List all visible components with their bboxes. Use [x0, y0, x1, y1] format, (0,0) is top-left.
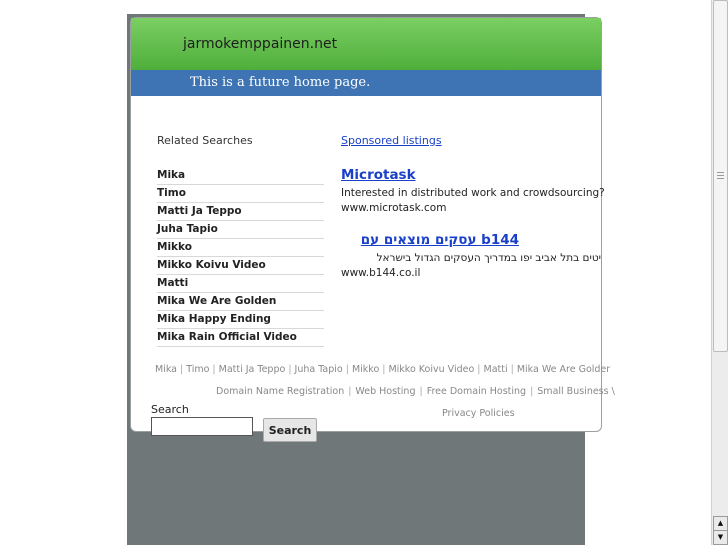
link-separator: | [180, 364, 184, 375]
related-link[interactable]: Matti Ja Teppo [157, 204, 324, 221]
site-title: jarmokemppainen.net [183, 36, 338, 52]
ad-listing-b144 [341, 232, 601, 279]
link-separator: | [382, 364, 386, 375]
service-link[interactable]: Free Domain Hosting [426, 386, 527, 397]
bottom-related-links [155, 364, 610, 375]
ad-listing-microtask [341, 167, 605, 214]
bottom-link[interactable]: Mika We Are Golder [516, 364, 611, 375]
ad-description: יטים בתל אביב יפו במדריך העסקים הגדול בישראל [376, 252, 601, 264]
related-link[interactable]: Mikko [157, 240, 324, 257]
related-searches-list [157, 168, 324, 348]
service-link[interactable]: Web Hosting [355, 386, 416, 397]
link-separator: | [288, 364, 292, 375]
scrollbar-thumb[interactable] [713, 0, 728, 352]
scroll-up-arrow-icon[interactable]: ▲ [713, 516, 728, 531]
bottom-link[interactable]: Mikko [351, 364, 380, 375]
related-searches-heading: Related Searches [157, 134, 253, 147]
content-card [130, 17, 615, 432]
ad-description: Interested in distributed work and crowdsourcing? [341, 187, 605, 199]
service-links [216, 386, 615, 397]
ad-title-link[interactable]: b144 עסקים מוצאים עם [360, 232, 519, 248]
bottom-link[interactable]: Juha Tapio [294, 364, 343, 375]
service-link[interactable]: Small Business \ [537, 386, 615, 397]
link-separator: | [477, 364, 481, 375]
link-separator: | [419, 386, 423, 397]
search-input[interactable] [151, 417, 253, 436]
tagline: This is a future home page. [190, 75, 371, 90]
page-viewport [127, 14, 615, 545]
bottom-link[interactable]: Mika [155, 364, 177, 375]
related-link[interactable]: Matti [157, 276, 324, 293]
sponsored-listings-link[interactable]: Sponsored listings [341, 134, 442, 147]
link-separator: | [212, 364, 216, 375]
vertical-scrollbar[interactable] [711, 0, 728, 545]
tagline-bar [131, 70, 601, 96]
service-link[interactable]: Domain Name Registration [216, 386, 345, 397]
link-separator: | [510, 364, 514, 375]
title-bar [131, 18, 601, 70]
link-separator: | [348, 386, 352, 397]
privacy-policies-link[interactable]: Privacy Policies [442, 408, 515, 419]
ad-url[interactable]: www.b144.co.il [341, 267, 421, 279]
related-link[interactable]: Mika Happy Ending [157, 312, 324, 329]
link-separator: | [345, 364, 349, 375]
scroll-down-arrow-icon[interactable]: ▼ [713, 530, 728, 545]
bottom-link[interactable]: Matti [483, 364, 508, 375]
ad-title-link[interactable]: Microtask [341, 167, 416, 183]
bottom-link[interactable]: Timo [186, 364, 210, 375]
search-label: Search [151, 403, 189, 416]
related-link[interactable]: Mika We Are Golden [157, 294, 324, 311]
ad-url[interactable]: www.microtask.com [341, 202, 447, 214]
scrollbar-grip-icon [717, 172, 724, 181]
related-link[interactable]: Mika [157, 168, 324, 185]
related-link[interactable]: Juha Tapio [157, 222, 324, 239]
bottom-link[interactable]: Mikko Koivu Video [388, 364, 475, 375]
bottom-link[interactable]: Matti Ja Teppo [218, 364, 286, 375]
related-link[interactable]: Mikko Koivu Video [157, 258, 324, 275]
related-link[interactable]: Timo [157, 186, 324, 203]
search-button[interactable]: Search [263, 418, 317, 442]
related-link[interactable]: Mika Rain Official Video [157, 330, 324, 347]
link-separator: | [530, 386, 534, 397]
